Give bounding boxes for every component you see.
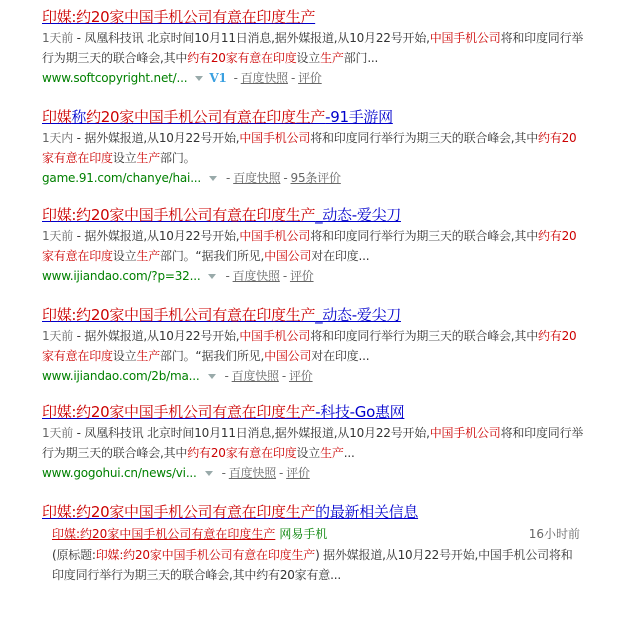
text-segment: ... [343,446,355,460]
separator: - [279,466,284,480]
separator: - [281,369,286,383]
highlighted-keyword: 中国手机公司 [239,131,311,145]
separator: - [282,269,287,283]
result-url[interactable]: www.ijiandao.com/2b/ma... [42,369,200,383]
review-link[interactable]: 评价 [298,71,322,85]
dropdown-arrow-icon[interactable] [205,471,213,476]
search-result [42,106,635,204]
search-result [42,401,635,501]
result-meta [42,68,635,88]
text-segment: - 据外媒报道,从10月22号开始, [73,329,240,343]
snapshot-link[interactable]: 百度快照 [233,171,281,185]
separator: - [225,269,230,283]
highlighted-keyword: 中国手机公司 [239,229,311,243]
result-url[interactable]: www.gogohui.cn/news/vi... [42,466,197,480]
text-segment: 称 [71,108,87,126]
text-segment: 设立 [112,349,137,363]
highlighted-keyword: 中国手机公司 [429,31,501,45]
highlighted-keyword: 生产 [320,446,344,460]
search-result [42,6,635,106]
snapshot-link[interactable]: 百度快照 [231,369,279,383]
news-title-link[interactable] [42,501,418,523]
highlighted-keyword: 印媒:约20家中国手机公司有意在印度生产 [42,306,316,324]
separator: - [290,71,296,85]
highlighted-keyword: 印媒:约20家中国手机公司有意在印度生产 [42,503,316,521]
news-time: 16小时前 [528,527,580,541]
separator: - [233,71,238,85]
search-result [42,304,635,401]
highlighted-keyword: 印媒:约20家中国手机公司有意在印度生产 [95,548,316,562]
highlighted-keyword: 生产 [136,151,161,165]
result-title-link[interactable] [42,6,315,28]
news-result [42,501,635,585]
result-time: 1天前 [42,31,74,45]
highlighted-keyword: 约有20家有意在印度 [187,51,297,65]
dropdown-arrow-icon[interactable] [209,176,217,181]
review-link[interactable]: 评价 [286,466,310,480]
news-item [42,523,635,585]
result-time: 1天内 [42,131,74,145]
highlighted-keyword: 约有20家有意在印度 [42,329,577,363]
text-segment: (原标题: [52,548,96,562]
text-segment: - 据外媒报道,从10月22号开始, [73,229,240,243]
result-title-link[interactable] [42,304,401,326]
highlighted-keyword: 印媒:约20家中国手机公司有意在印度生产 [42,8,316,26]
text-segment: 将和印度同行举行为期三天的联合峰会,其中 [42,426,584,460]
text-segment: 设立 [112,151,137,165]
news-source: 网易手机 [279,527,328,541]
text-segment: 将和印度同行举行为期三天的联合峰会,其中 [310,329,539,343]
text-segment: - 凤凰科技讯 北京时间10月11日消息,据外媒报道,从10月22号开始, [73,31,430,45]
separator: - [221,466,226,480]
search-result [42,204,635,304]
result-abstract [42,28,587,68]
verified-v1-icon[interactable]: V1 [209,71,227,85]
news-item-link[interactable]: 印媒:约20家中国手机公司有意在印度生产 [52,527,276,541]
text-segment: _动态-爱尖刀 [315,306,401,324]
result-meta [42,463,635,483]
snapshot-link[interactable]: 百度快照 [228,466,277,480]
text-segment: 设立 [112,249,137,263]
result-url[interactable]: www.ijiandao.com/?p=32... [42,269,201,283]
abstract-text [42,229,577,263]
text-segment: 部门。“据我们所见, [160,249,265,263]
snapshot-link[interactable]: 百度快照 [232,269,280,283]
highlighted-keyword: 印媒:约20家中国手机公司有意在印度生产 [42,403,316,421]
highlighted-keyword: 约有20家有意在印度 [42,229,577,263]
text-segment: - 据外媒报道,从10月22号开始, [73,131,240,145]
result-url[interactable]: game.91.com/chanye/hai... [42,171,202,185]
highlighted-keyword: 中国手机公司 [429,426,501,440]
text-segment: 对在印度... [311,349,370,363]
text-segment: 的最新相关信息 [315,503,419,521]
highlighted-keyword: 印媒 [42,108,72,126]
news-abstract [52,545,580,585]
highlighted-keyword: 约有20家有意在印度 [187,446,297,460]
text-segment: _动态-爱尖刀 [315,206,401,224]
result-time: 1天前 [42,426,74,440]
highlighted-keyword: 约20家中国手机公司有意在印度生产 [86,108,326,126]
highlighted-keyword: 中国手机公司 [239,329,311,343]
result-time: 1天前 [42,229,74,243]
result-meta [42,168,635,188]
result-abstract [42,423,587,463]
text-segment: 将和印度同行举行为期三天的联合峰会,其中 [310,229,539,243]
text-segment: 部门... [343,51,379,65]
dropdown-arrow-icon[interactable] [208,374,216,379]
snapshot-link[interactable]: 百度快照 [240,71,288,85]
text-segment: 设立 [296,446,321,460]
result-time: 1天前 [42,329,74,343]
highlighted-keyword: 约有20家有意在印度 [42,131,577,165]
text-segment: 设立 [296,51,321,65]
abstract-text [42,329,577,363]
highlighted-keyword: 生产 [320,51,344,65]
text-segment: 将和印度同行举行为期三天的联合峰会,其中 [310,131,539,145]
text-segment: 将和印度同行举行为期三天的联合峰会,其中 [42,31,584,65]
text-segment: - 凤凰科技讯 北京时间10月11日消息,据外媒报道,从10月22号开始, [73,426,430,440]
text-segment: ) 据外媒报道,从10月22号开始,中国手机公司将和印度同行举行为期三天的联合峰会,其中约有20家有意... [52,548,573,582]
highlighted-keyword: 生产 [136,249,161,263]
dropdown-arrow-icon[interactable] [195,76,203,81]
text-segment: 部门。“据我们所见, [160,349,265,363]
text-segment: -91手游网 [325,108,393,126]
review-link[interactable]: 评价 [289,269,314,283]
review-link[interactable]: 评价 [288,369,313,383]
result-abstract [42,226,587,266]
result-meta [42,366,635,386]
highlighted-keyword: 中国公司 [264,349,312,363]
result-abstract [42,326,587,366]
separator: - [226,171,231,185]
result-title-link[interactable] [42,204,401,226]
separator: - [224,369,229,383]
abstract-text [42,131,577,165]
result-title-link[interactable] [42,401,404,423]
highlighted-keyword: 印媒:约20家中国手机公司有意在印度生产 [42,206,316,224]
text-segment: -科技-Go惠网 [315,403,405,421]
abstract-text [42,426,583,460]
text-segment: 部门。 [160,151,196,165]
result-meta [42,266,635,286]
result-abstract [42,128,587,168]
text-segment: 对在印度... [311,249,370,263]
highlighted-keyword: 生产 [136,349,161,363]
result-url[interactable]: www.softcopyright.net/... [42,71,188,85]
separator: - [283,171,288,185]
highlighted-keyword: 中国公司 [264,249,312,263]
result-title-link[interactable] [42,106,393,128]
abstract-text [42,31,583,65]
dropdown-arrow-icon[interactable] [208,274,216,279]
review-link[interactable]: 95条评价 [290,171,341,185]
